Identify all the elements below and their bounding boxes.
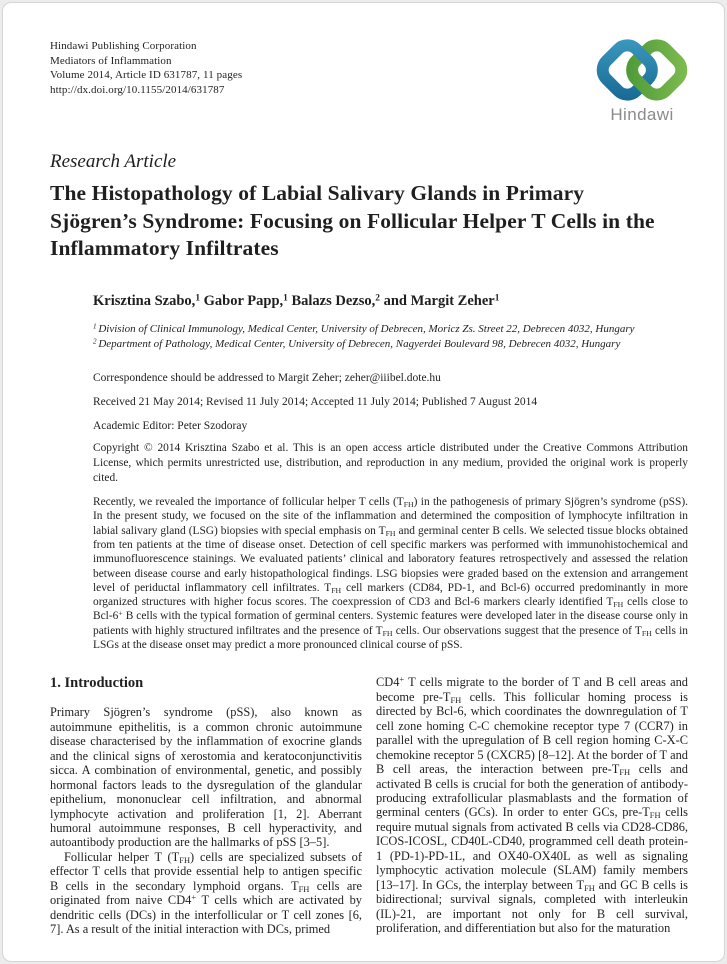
affiliations [93, 322, 688, 352]
hindawi-rings-icon [596, 35, 688, 105]
copyright-text: Copyright © 2014 Krisztina Szabo et al. This is an open access article distributed under the Creative Commons Attribution License, which permits unrestricted use, distribution, and reproduction in any medium, provided the original work is properly cited. [93, 441, 688, 484]
correspondence-line: Correspondence should be addressed to Margit Zeher; zeher@iiibel.dote.hu [93, 371, 441, 384]
history-line: Received 21 May 2014; Revised 11 July 2014; Accepted 11 July 2014; Published 7 August 2014 [93, 395, 538, 408]
journal-name: Mediators of Inflammation [50, 54, 172, 67]
frontmatter [93, 293, 688, 653]
left-column [50, 673, 362, 936]
affiliation-2: $^2$ Department of Pathology, Medical Center, University of Debrecen, Nagyerdei Boulevard 98, Debrecen 4032, Hungary [93, 336, 621, 350]
affiliation-1: $^1$ Division of Clinical Immunology, Medical Center, University of Debrecen, Moricz Zs. Street 22, Debrecen 4032, Hungary [93, 321, 635, 335]
body-columns [50, 673, 688, 936]
intro-paragraph-1: Primary Sjögren’s syndrome (pSS), also known as autoimmune epithelitis, is a common chronic autoimmune disease characterised by the inflammation of exocrine glands and the clinical signs of xerostomia and keratoconjunctivitis sicca. A combination of environmental, genetic, and possibly hormonal factors leads to the dysregulation of the glandular epithelium, mononuclear cell infiltration, and abnormal lymphocyte activation and proliferation [1, 2]. Aberrant humoral autoimmune responses, B cell hyperactivity, and autoantibody production are the hallmarks of pSS [3–5]. [50, 705, 362, 850]
publisher-name: Hindawi Publishing Corporation [50, 40, 197, 52]
article-type-label: Research Article [50, 151, 177, 172]
publisher-block [50, 39, 242, 97]
page [2, 2, 725, 962]
section-heading-introduction: 1. Introduction [50, 675, 144, 692]
hindawi-wordmark: Hindawi [610, 105, 674, 124]
hindawi-logo [596, 35, 688, 125]
volume-line: Volume 2014, Article ID 631787, 11 pages [50, 69, 243, 82]
editor-line: Academic Editor: Peter Szodoray [93, 419, 248, 432]
authors-line: Krisztina Szabo,$^1$ Gabor Papp,$^1$ Balazs Dezso,$^2$ and Margit Zeher$^1$ [93, 292, 500, 309]
right-column [376, 673, 688, 936]
journal-header [50, 39, 688, 125]
abstract-text: Recently, we revealed the importance of follicular helper T cells $(T_{FH})$ in the pathogenesis of primary Sjögren’s syndrome (pSS). In the present study, we focused on the site of the inflammation and determined the composition of lymphocyte infiltration in labial salivary gland (LSG) biopsies with special emphasis on $T_{FH}$ and germinal center B cells. We selected tissue blocks obtained from ten patients at the time of disease onset. Detection of cell specific markers was performed with immunohistochemical and immunofluorescence stainings. We evaluated patients’ clinical and laboratory features retrospectively and assessed the relation between disease course and early histopathological findings. LSG biopsies were graded based on the extension and arrangement level of periductal inflammatory cell infiltrates. $T_{FH}$ cell markers (CD84, PD-1, and Bcl-6) occurred predominantly in more organized structures with higher focus scores. The coexpression of CD3 and Bcl-6 markers clearly identified $T_{FH}$ cells close to Bcl-6+ B cells with the typical formation of germinal centers. Systemic features were developed later in the disease course only in patients with highly structured infiltrates and the presence of $T_{FH}$ cells. Our observations suggest that the presence of $T_{FH}$ cells in LSGs at the disease onset may predict a more pronounced clinical course of pSS. [93, 496, 689, 652]
intro-paragraph-3: CD4+ T cells migrate to the border of T and B cell areas and become pre-$T_{FH}$ cells. This follicular homing process is directed by Bcl-6, which coordinates the downregulation of T cell zone homing C-C chemokine receptor type 7 (CCR7) in parallel with the upregulation of B cell region homing C-X-C chemokine receptor 5 (CXCR5) [8–12]. At the border of T and B cell areas, the interaction between pre-$T_{FH}$ cells and activated B cells is crucial for both the generation of antibody-producing extrafollicular plasmablasts and the formation of germinal centers (GCs). In order to enter GCs, pre-$T_{FH}$ cells require mutual signals from activated B cells via CD28-CD86, ICOS-ICOSL, CD40L-CD40, programmed cell death protein-1 (PD-1)-PD-1L, and OX40-OX40L as well as signaling lymphocytic activation molecule (SLAM) family members [13–17]. In GCs, the interplay between $T_{FH}$ and GC B cells is bidirectional; survival signals, completed with interleukin (IL)-21, are important not only for B cell survival, proliferation, and differentiation but also for the maturation [376, 674, 688, 936]
doi-link: http://dx.doi.org/10.1155/2014/631787 [50, 83, 225, 96]
intro-paragraph-2: Follicular helper T $(T_{FH})$ cells are specialized subsets of effector T cells that provide essential help to antigen specific B cells in the secondary lymphoid organs. $T_{FH}$ cells are originated from naive CD4+ T cells which are activated by dendritic cells (DCs) in the interfollicular or T cell zones [6, 7]. As a result of the initial interaction with DCs, primed [50, 849, 363, 937]
page-title: The Histopathology of Labial Salivary Glands in Primary Sjögren’s Syndrome: Focusing on Follicular Helper T Cells in the Inflammatory Infiltrates [50, 181, 655, 260]
page-content [3, 3, 724, 937]
